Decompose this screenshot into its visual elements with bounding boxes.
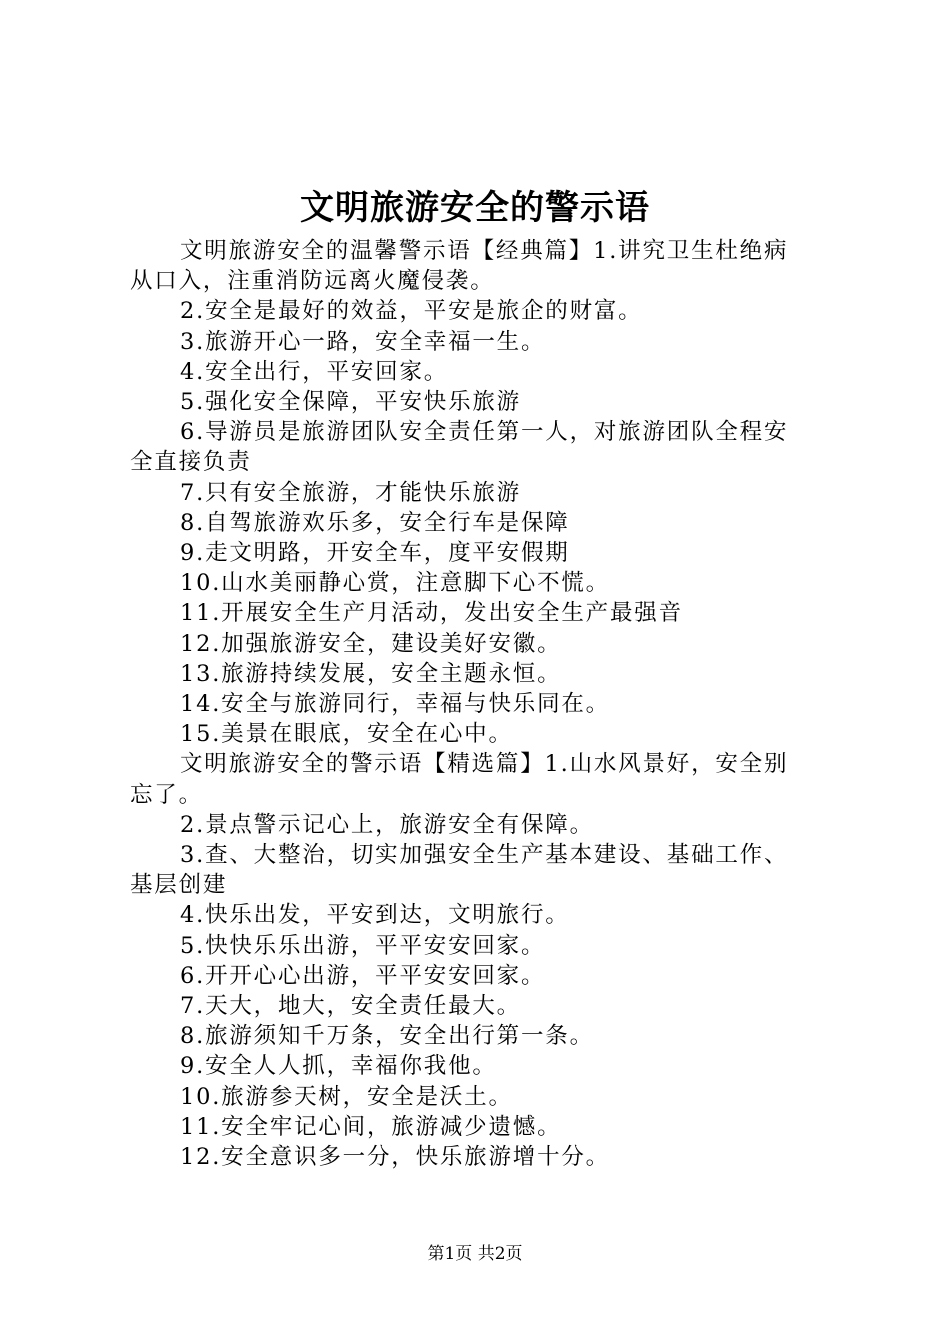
text-line: 2.安全是最好的效益，平安是旅企的财富。 bbox=[180, 298, 643, 325]
text-line: 7.天大，地大，安全责任最大。 bbox=[180, 993, 521, 1020]
page-footer: 第1页 共2页 bbox=[427, 1244, 523, 1264]
text-line: 12.安全意识多一分，快乐旅游增十分。 bbox=[180, 1144, 610, 1171]
text-line: 6.开开心心出游，平平安安回家。 bbox=[180, 962, 546, 989]
text-line: 12.加强旅游安全，建设美好安徽。 bbox=[180, 630, 562, 657]
text-line: 基层创建 bbox=[130, 872, 228, 899]
text-line: 8.旅游须知千万条，安全出行第一条。 bbox=[180, 1023, 594, 1050]
text-line: 全直接负责 bbox=[130, 449, 252, 476]
text-line: 2.景点警示记心上，旅游安全有保障。 bbox=[180, 811, 594, 838]
text-line: 3.查、大整治，切实加强安全生产基本建设、基础工作、 bbox=[180, 842, 789, 869]
text-line: 11.安全牢记心间，旅游减少遗憾。 bbox=[180, 1113, 562, 1140]
text-line: 4.安全出行，平安回家。 bbox=[180, 358, 449, 385]
text-line: 10.旅游参天树，安全是沃土。 bbox=[180, 1083, 513, 1110]
text-line: 9.安全人人抓，幸福你我他。 bbox=[180, 1053, 497, 1080]
text-line: 5.快快乐乐出游，平平安安回家。 bbox=[180, 932, 546, 959]
text-line: 8.自驾旅游欢乐多，安全行车是保障 bbox=[180, 509, 570, 536]
text-line: 14.安全与旅游同行，幸福与快乐同在。 bbox=[180, 691, 610, 718]
text-line: 13.旅游持续发展，安全主题永恒。 bbox=[180, 660, 562, 687]
text-line: 11.开展安全生产月活动，发出安全生产最强音 bbox=[180, 600, 683, 627]
text-line: 4.快乐出发，平安到达，文明旅行。 bbox=[180, 902, 570, 929]
text-line: 文明旅游安全的警示语【精选篇】1.山水风景好，安全别 bbox=[180, 751, 789, 778]
text-line: 5.强化安全保障，平安快乐旅游 bbox=[180, 389, 521, 416]
text-line: 15.美景在眼底，安全在心中。 bbox=[180, 721, 513, 748]
text-line: 3.旅游开心一路，安全幸福一生。 bbox=[180, 328, 546, 355]
document-body bbox=[130, 236, 835, 1172]
text-line: 6.导游员是旅游团队安全责任第一人，对旅游团队全程安 bbox=[180, 419, 789, 446]
text-line: 9.走文明路，开安全车，度平安假期 bbox=[180, 540, 570, 567]
document-title: 文明旅游安全的警示语 bbox=[300, 188, 650, 228]
text-line: 文明旅游安全的温馨警示语【经典篇】1.讲究卫生杜绝病 bbox=[180, 238, 789, 264]
text-line: 从口入，注重消防远离火魔侵袭。 bbox=[130, 268, 495, 295]
text-line: 7.只有安全旅游，才能快乐旅游 bbox=[180, 479, 521, 506]
text-line: 忘了。 bbox=[130, 781, 203, 808]
text-line: 10.山水美丽静心赏，注意脚下心不慌。 bbox=[180, 570, 610, 597]
